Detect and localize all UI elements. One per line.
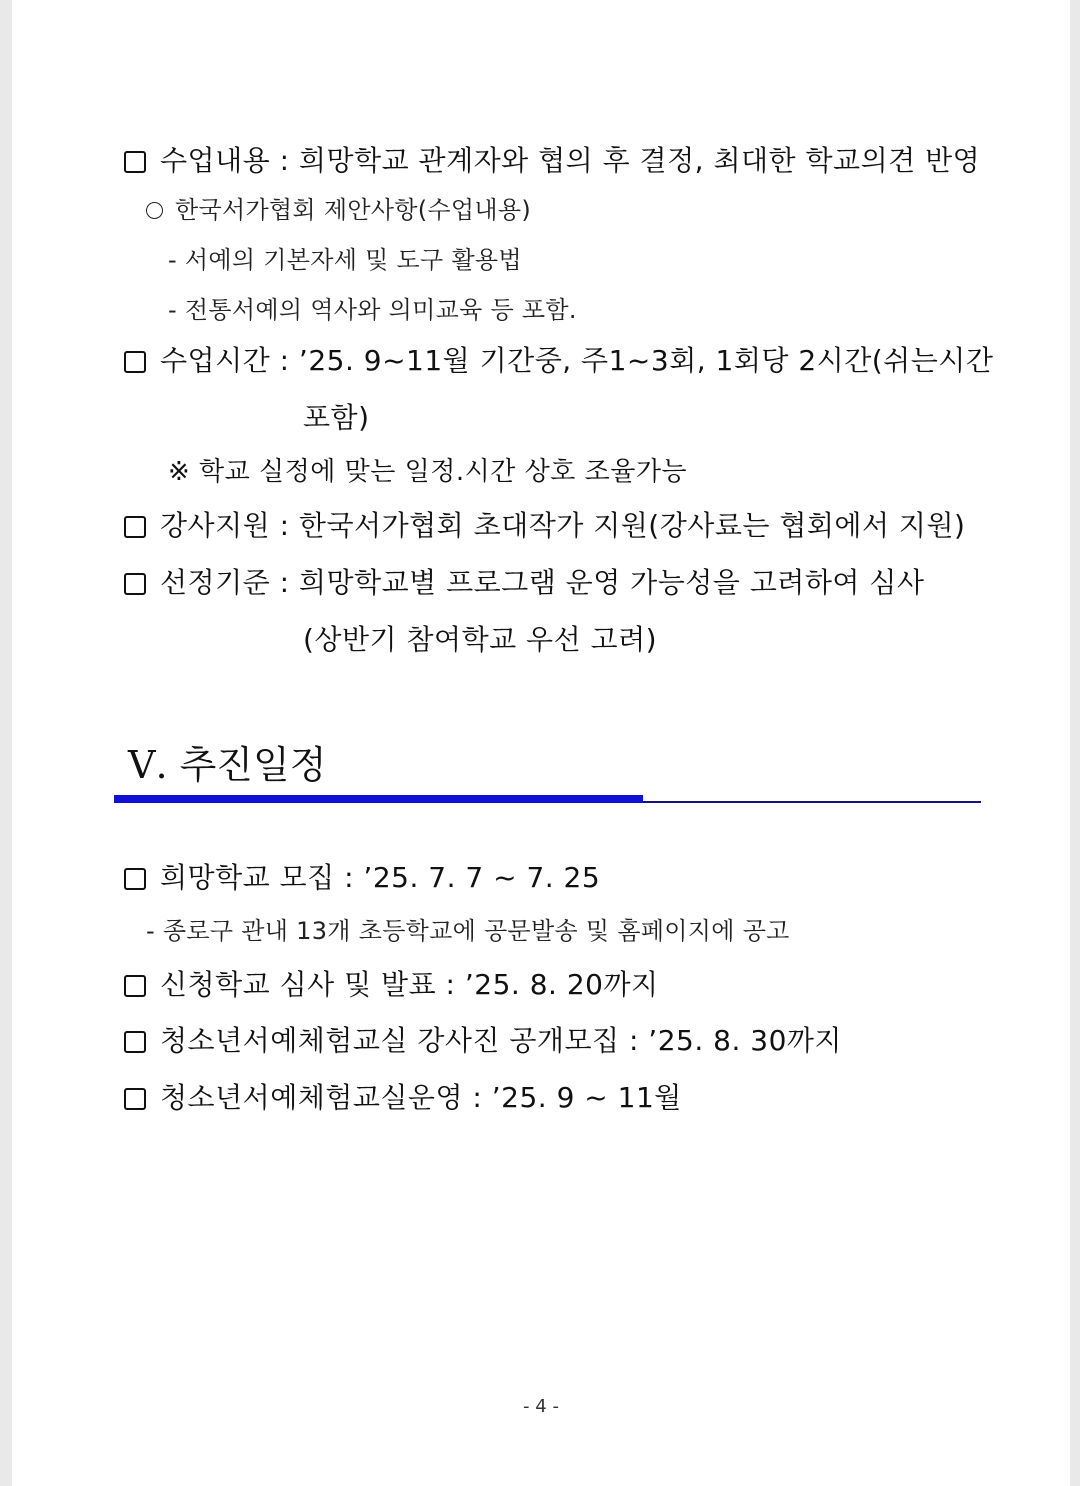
- item-class-time-continued: 포함): [303, 401, 370, 434]
- schedule-instructor-recruitment: [124, 1024, 842, 1057]
- item-class-content-text: 수업내용 : 희망학교 관계자와 협의 후 결정, 최대한 학교의견 반영: [160, 144, 981, 177]
- checkbox-bullet-icon: [124, 975, 146, 997]
- item-class-time: [124, 344, 994, 377]
- checkbox-bullet-icon: [124, 151, 146, 173]
- item-class-time-text: 수업시간 : ’25. 9~11월 기간중, 주1~3회, 1회당 2시간(쉬는시간: [160, 344, 994, 377]
- sub-item-history: - 전통서예의 역사와 의미교육 등 포함.: [168, 296, 577, 324]
- checkbox-bullet-icon: [124, 1031, 146, 1053]
- section-rule-thick: [114, 795, 643, 803]
- schedule-review: [124, 968, 659, 1001]
- schedule-instructor-recruitment-text: 청소년서예체험교실 강사진 공개모집 : ’25. 8. 30까지: [160, 1024, 842, 1057]
- item-instructor-support: [124, 509, 966, 542]
- item-proposal-text: 한국서가협회 제안사항(수업내용): [175, 196, 532, 224]
- checkbox-bullet-icon: [124, 868, 146, 890]
- document-page: [12, 0, 1070, 1486]
- item-class-content: [124, 144, 981, 177]
- item-proposal: [146, 198, 531, 222]
- schedule-recruitment: [124, 861, 601, 894]
- section-rule-thin: [643, 801, 981, 803]
- schedule-recruitment-detail: - 종로구 관내 13개 초등학교에 공문발송 및 홈페이지에 공고: [146, 917, 790, 945]
- page-number: - 4 -: [523, 1396, 559, 1417]
- schedule-review-text: 신청학교 심사 및 발표 : ’25. 8. 20까지: [160, 968, 659, 1001]
- item-selection-criteria-text: 선정기준 : 희망학교별 프로그램 운영 가능성을 고려하여 심사: [160, 566, 925, 599]
- item-selection-criteria: [124, 566, 925, 599]
- checkbox-bullet-icon: [124, 516, 146, 538]
- schedule-operation-text: 청소년서예체험교실운영 : ’25. 9 ~ 11월: [160, 1081, 682, 1114]
- item-instructor-support-text: 강사지원 : 한국서가협회 초대작가 지원(강사료는 협회에서 지원): [160, 509, 966, 542]
- section-title: Ⅴ. 추진일정: [128, 743, 327, 787]
- checkbox-bullet-icon: [124, 1088, 146, 1110]
- checkbox-bullet-icon: [124, 573, 146, 595]
- item-selection-criteria-continued: (상반기 참여학교 우선 고려): [303, 623, 658, 656]
- checkbox-bullet-icon: [124, 351, 146, 373]
- schedule-recruitment-text: 희망학교 모집 : ’25. 7. 7 ~ 7. 25: [160, 861, 601, 894]
- circle-bullet-icon: [146, 202, 163, 219]
- schedule-operation: [124, 1081, 682, 1114]
- sub-item-basic-posture: - 서예의 기본자세 및 도구 활용법: [168, 246, 522, 274]
- note-schedule-adjustable: ※ 학교 실정에 맞는 일정.시간 상호 조율가능: [168, 457, 688, 487]
